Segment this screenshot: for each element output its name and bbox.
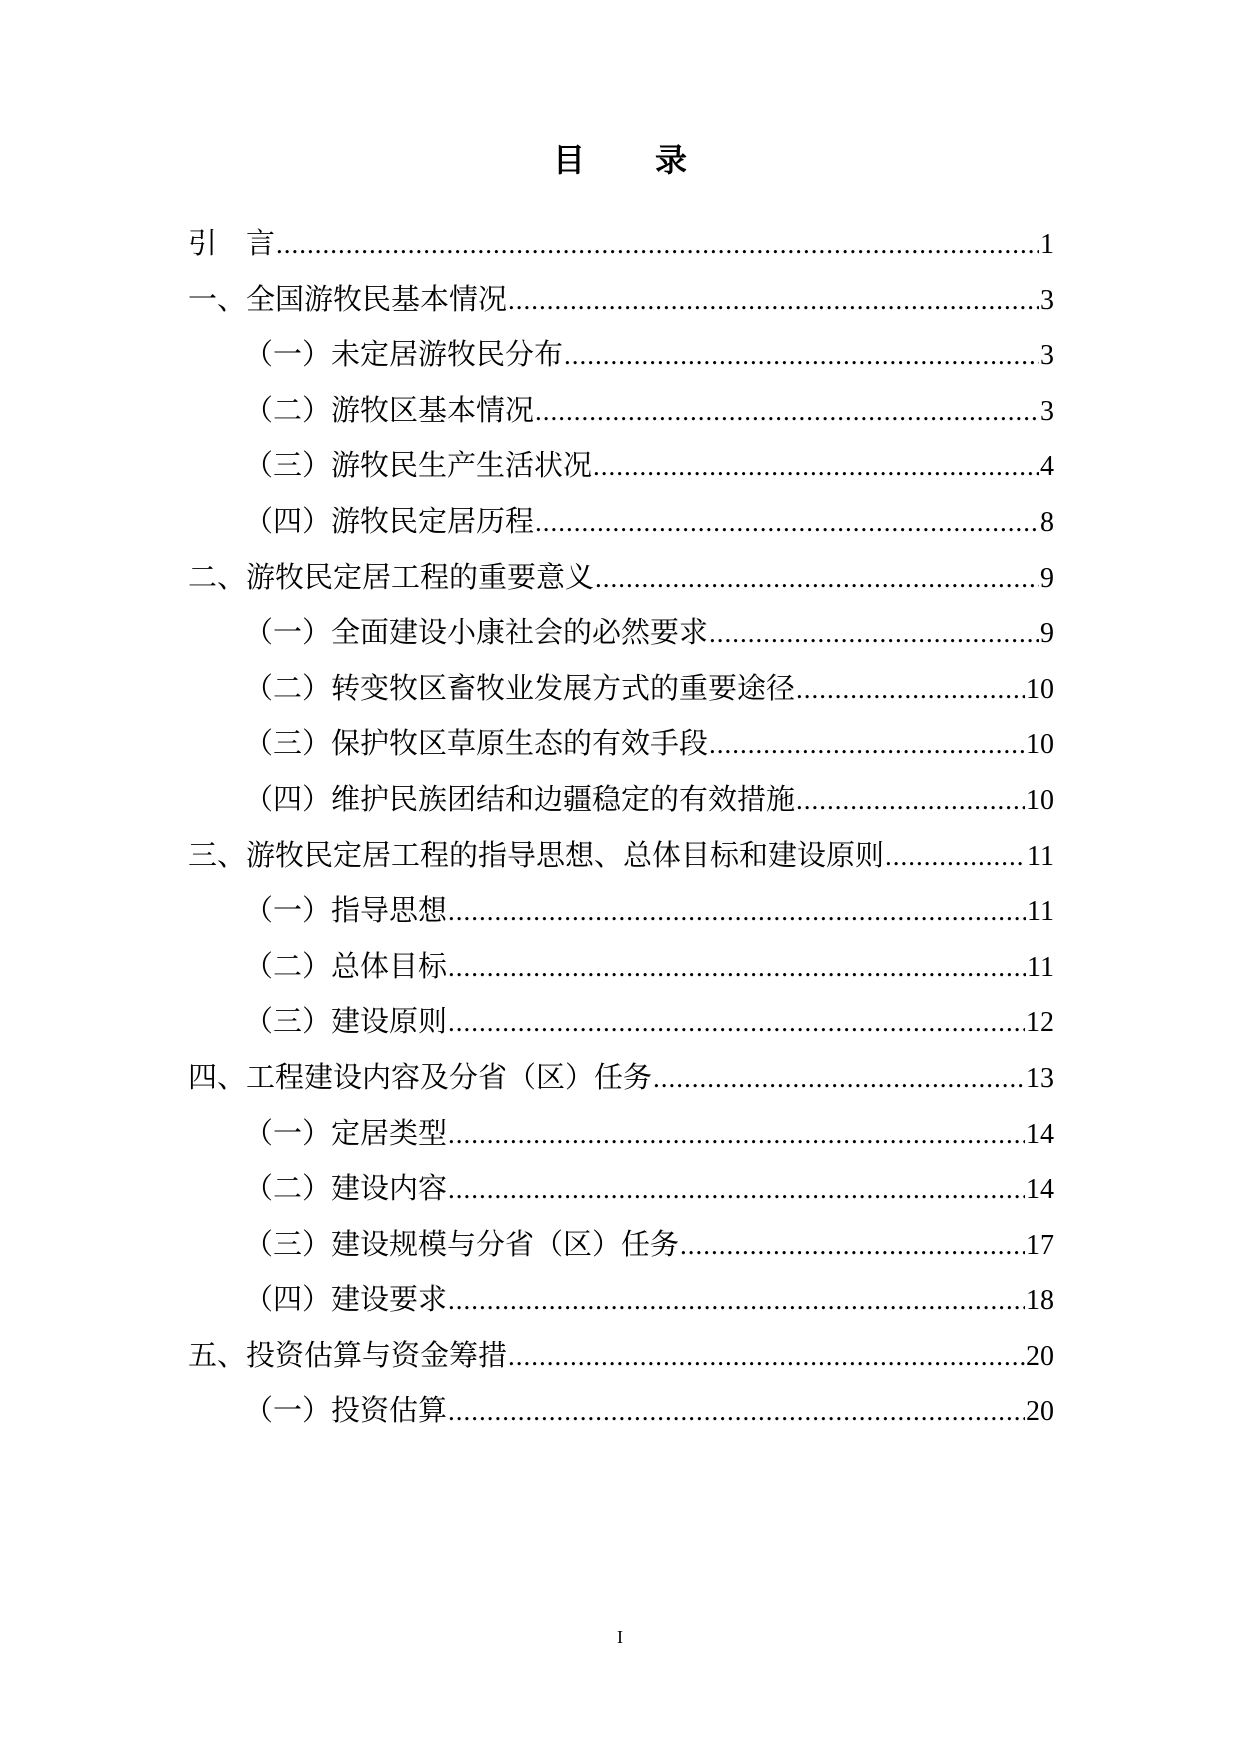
toc-entry[interactable] [188,661,1054,717]
toc-entry-label: （四）游牧民定居历程 [244,503,535,538]
toc-entry[interactable] [188,1106,1054,1162]
toc-leader-dots [885,829,1026,885]
toc-entry-label: 一、全国游牧民基本情况 [188,281,508,316]
toc-entry-page-number: 4 [1040,451,1054,483]
toc-leader-dots [448,1107,1025,1163]
toc-entry-page-number: 10 [1026,784,1054,816]
toc-title: 目录 [552,141,757,179]
toc-entry-label: 引 言 [188,226,276,260]
toc-entry-label: （一）指导思想 [244,893,448,928]
toc-entry[interactable] [188,438,1054,494]
toc-entry[interactable] [188,383,1054,439]
toc-entry[interactable] [188,716,1054,772]
toc-entry-page-number: 11 [1027,840,1054,872]
toc-entry-page-number: 20 [1026,1340,1054,1372]
toc-entry[interactable] [188,939,1054,995]
toc-entry-page-number: 17 [1026,1229,1054,1261]
toc-leader-dots [653,1051,1025,1107]
toc-entry-page-number: 18 [1026,1285,1054,1317]
toc-entry-label: （二）游牧区基本情况 [244,392,535,427]
toc-entry-page-number: 3 [1040,284,1054,316]
page-number-footer: I [617,1627,623,1647]
toc-entry-label: （四）建设要求 [244,1282,448,1317]
toc-leader-dots [276,217,1039,273]
toc-entry-page-number: 1 [1040,229,1054,260]
toc-entry[interactable] [188,1272,1054,1328]
toc-entry-page-number: 14 [1026,1174,1054,1206]
toc-leader-dots [593,439,1039,495]
toc-entry-label: （二）转变牧区畜牧业发展方式的重要途径 [244,670,796,705]
toc-leader-dots [448,940,1026,996]
toc-entry-page-number: 8 [1040,506,1054,538]
toc-leader-dots [448,1162,1025,1218]
toc-entry[interactable] [188,772,1054,828]
toc-entry[interactable] [188,272,1054,328]
toc-leader-dots [535,384,1039,440]
toc-entry-label: 二、游牧民定居工程的重要意义 [188,559,595,594]
toc-leader-dots [448,1384,1025,1440]
toc-entry-page-number: 3 [1040,395,1054,427]
toc-leader-dots [448,884,1026,940]
toc-entry-label: （一）未定居游牧民分布 [244,337,564,372]
toc-entry[interactable] [188,494,1054,550]
toc-entry-page-number: 11 [1027,951,1054,983]
toc-entry-page-number: 9 [1040,562,1054,594]
toc-entry-page-number: 3 [1040,340,1054,372]
toc-entry-label: （一）定居类型 [244,1115,448,1150]
toc-entry[interactable] [188,1328,1054,1384]
toc-leader-dots [508,273,1039,329]
toc-entry[interactable] [188,216,1054,272]
table-of-contents [188,216,1054,1439]
toc-entry-label: （二）建设内容 [244,1171,448,1206]
toc-entry[interactable] [188,327,1054,383]
toc-leader-dots [448,1273,1025,1329]
toc-entry-label: 四、工程建设内容及分省（区）任务 [188,1059,653,1094]
toc-entry[interactable] [188,883,1054,939]
toc-entry-page-number: 20 [1026,1396,1054,1428]
toc-leader-dots [796,773,1025,829]
toc-entry-page-number: 13 [1026,1062,1054,1094]
toc-entry[interactable] [188,1161,1054,1217]
toc-entry-page-number: 11 [1027,896,1054,928]
toc-leader-dots [796,662,1025,718]
toc-entry-page-number: 12 [1026,1007,1054,1039]
toc-entry[interactable] [188,1217,1054,1273]
toc-entry[interactable] [188,605,1054,661]
toc-entry[interactable] [188,1050,1054,1106]
toc-leader-dots [448,995,1025,1051]
toc-leader-dots [709,717,1025,773]
toc-entry-label: （三）游牧民生产生活状况 [244,448,593,483]
toc-leader-dots [564,328,1039,384]
toc-entry-page-number: 9 [1040,618,1054,650]
toc-entry-page-number: 14 [1026,1118,1054,1150]
toc-leader-dots [709,606,1039,662]
toc-entry[interactable] [188,994,1054,1050]
toc-entry-page-number: 10 [1026,729,1054,761]
toc-entry-label: 五、投资估算与资金筹措 [188,1337,508,1372]
toc-leader-dots [535,495,1039,551]
toc-entry-label: 三、游牧民定居工程的指导思想、总体目标和建设原则 [188,837,885,872]
toc-entry-label: （一）全面建设小康社会的必然要求 [244,615,709,650]
toc-entry-label: （三）建设原则 [244,1004,448,1039]
toc-leader-dots [595,551,1039,607]
toc-entry-label: （三）保护牧区草原生态的有效手段 [244,726,709,761]
toc-entry-label: （三）建设规模与分省（区）任务 [244,1226,680,1261]
toc-leader-dots [680,1218,1025,1274]
toc-entry[interactable] [188,550,1054,606]
toc-entry-label: （一）投资估算 [244,1393,448,1428]
toc-entry[interactable] [188,828,1054,884]
toc-entry-label: （四）维护民族团结和边疆稳定的有效措施 [244,781,796,816]
toc-entry-page-number: 10 [1026,673,1054,705]
toc-leader-dots [508,1329,1025,1385]
toc-entry-label: （二）总体目标 [244,948,448,983]
toc-entry[interactable] [188,1383,1054,1439]
